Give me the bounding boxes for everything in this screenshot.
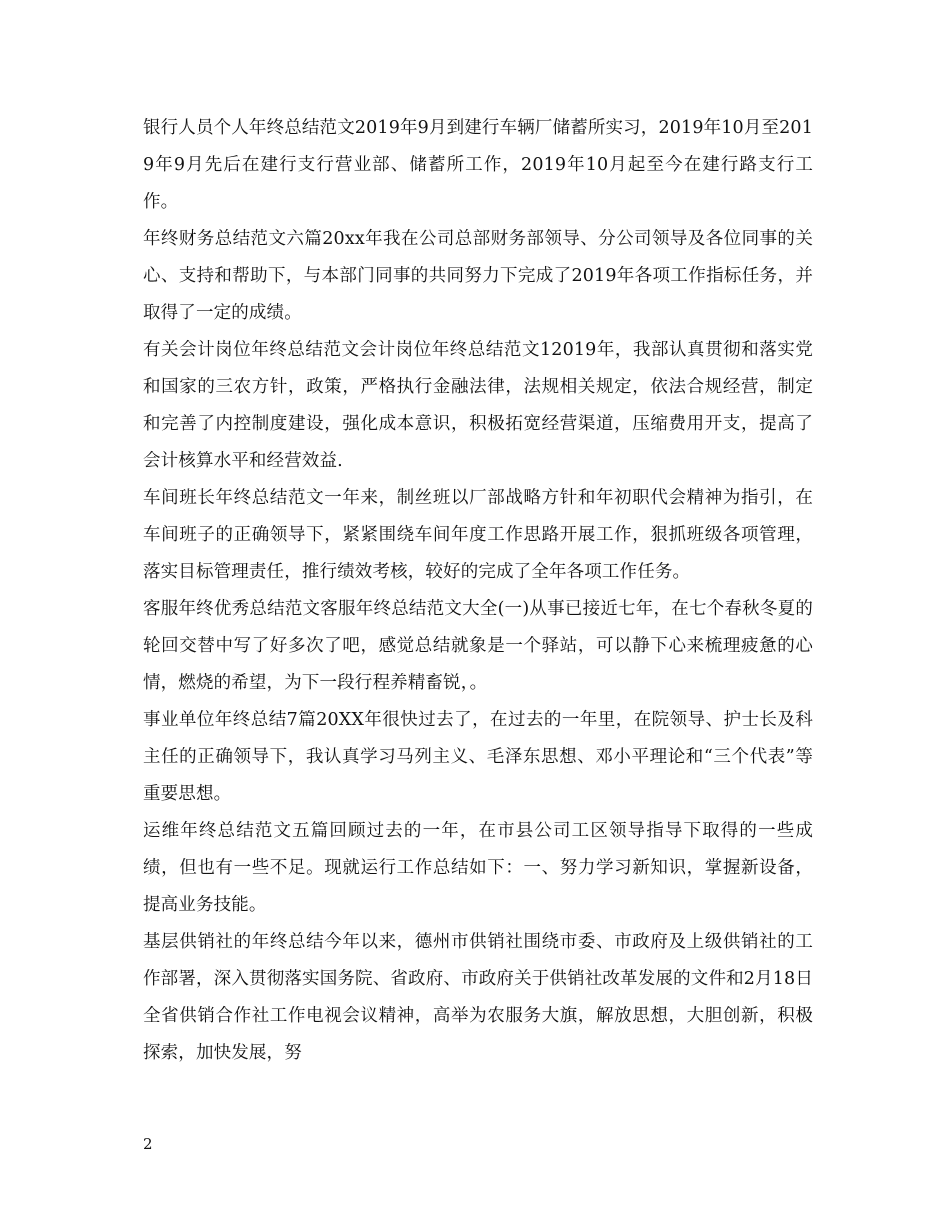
paragraph-accounting-summary: 有关会计岗位年终总结范文会计岗位年终总结范文12019年，我部认真贯彻和落实党和国家的三农方针，政策，严格执行金融法律，法规相关规定，依法合规经营，制定和完善了内控制度建设，强化成本意识，积极拓宽经营渠道，压缩费用开支，提高了会计核算水平和经营效益. <box>143 340 813 471</box>
paragraph-customer-service-summary: 客服年终优秀总结范文客服年终总结范文大全(一)从事已接近七年，在七个春秋冬夏的轮回交替中写了好多次了吧，感觉总结就象是一个驿站，可以静下心来梳理疲惫的心情，燃烧的希望，为下一段行程养精畜锐，。 <box>143 599 813 693</box>
paragraph-bank-staff-summary: 银行人员个人年终总结范文2019年9月到建行车辆厂储蓄所实习，2019年10月至2019年9月先后在建行支行营业部、储蓄所工作，2019年10月起至今在建行路支行工作。 <box>143 118 813 212</box>
paragraph-supply-cooperative-summary: 基层供销社的年终总结今年以来，德州市供销社围绕市委、市政府及上级供销社的工作部署，深入贯彻落实国务院、省政府、市政府关于供销社改革发展的文件和2月18日全省供销合作社工作电视会议精神，高举为农服务大旗，解放思想，大胆创新，积极探索，加快发展，努 <box>143 932 813 1063</box>
document-body <box>143 110 813 1072</box>
paragraph-finance-summary: 年终财务总结范文六篇20xx年我在公司总部财务部领导、分公司领导及各位同事的关心、支持和帮助下，与本部门同事的共同努力下完成了2019年各项工作指标任务，并取得了一定的成绩。 <box>143 229 813 323</box>
page-number: 2 <box>143 1135 153 1153</box>
paragraph-operations-summary: 运维年终总结范文五篇回顾过去的一年，在市县公司工区领导指导下取得的一些成绩，但也有一些不足。现就运行工作总结如下：一、努力学习新知识，掌握新设备，提高业务技能。 <box>143 821 813 915</box>
paragraph-workshop-summary: 车间班长年终总结范文一年来，制丝班以厂部战略方针和年初职代会精神为指引，在车间班子的正确领导下，紧紧围绕车间年度工作思路开展工作，狠抓班级各项管理，落实目标管理责任，推行绩效考核，较好的完成了全年各项工作任务。 <box>143 488 813 582</box>
paragraph-public-institution-summary: 事业单位年终总结7篇20XX年很快过去了，在过去的一年里，在院领导、护士长及科主任的正确领导下，我认真学习马列主义、毛泽东思想、邓小平理论和“三个代表”等重要思想。 <box>143 710 813 804</box>
